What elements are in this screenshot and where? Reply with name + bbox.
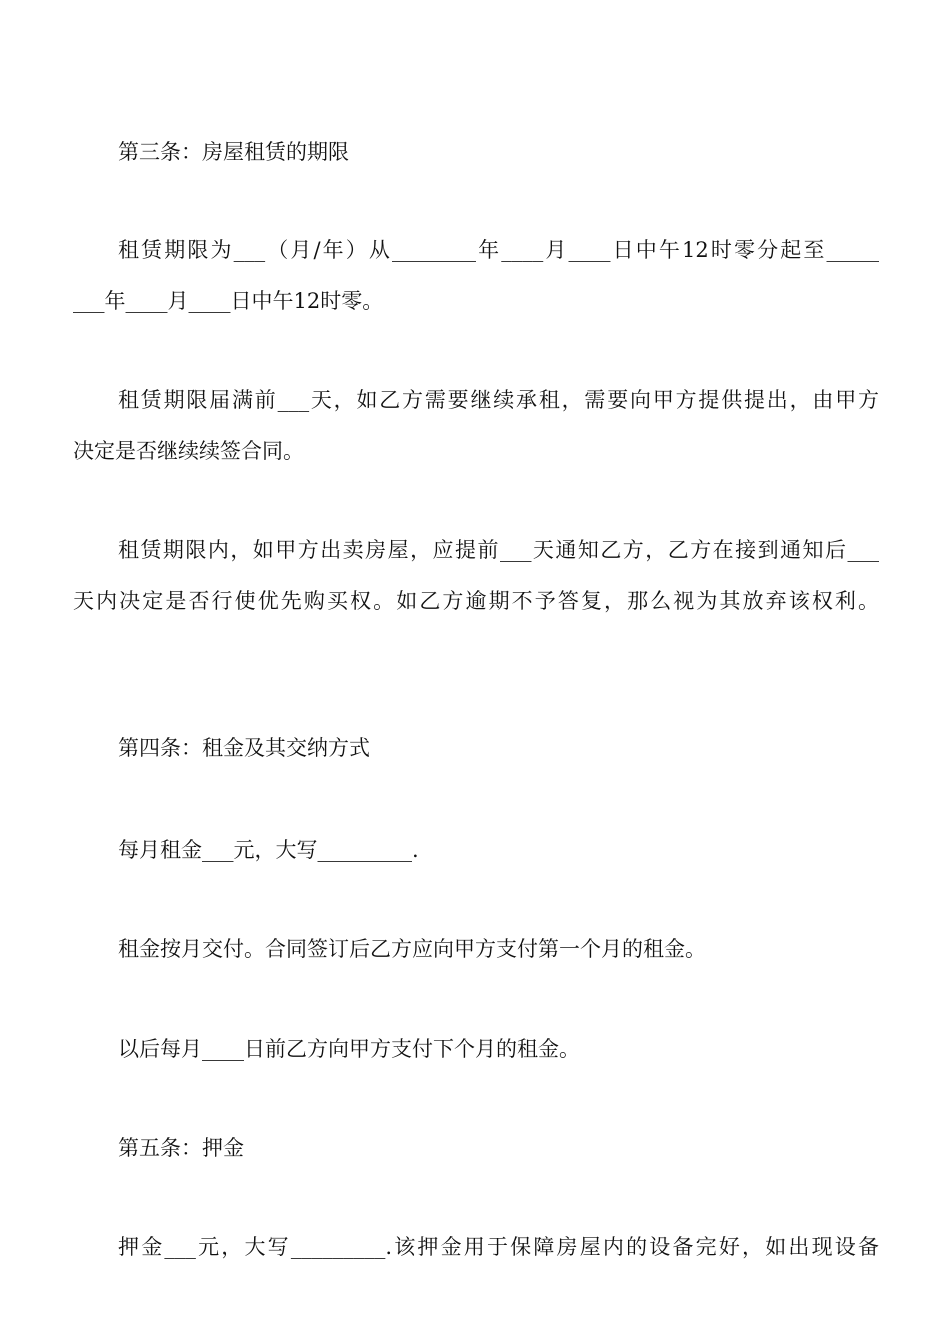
article-4-heading: 第四条：租金及其交纳方式 [118,736,370,760]
article-5-heading: 第五条：押金 [118,1136,244,1160]
article-3-paragraph-2-line-1: 租赁期限届满前___天，如乙方需要继续承租，需要向甲方提供提出，由甲方 [118,388,879,412]
article-3-paragraph-3-line-1: 租赁期限内，如甲方出卖房屋，应提前___天通知乙方，乙方在接到通知后___ [118,538,879,562]
article-3-paragraph-3-line-2: 天内决定是否行使优先购买权。如乙方逾期不予答复，那么视为其放弃该权利。 [73,589,879,613]
article-4-paragraph-3: 以后每月____日前乙方向甲方支付下个月的租金。 [118,1037,580,1061]
article-3-paragraph-2-line-2: 决定是否继续续签合同。 [73,439,304,463]
article-4-paragraph-2: 租金按月交付。合同签订后乙方应向甲方支付第一个月的租金。 [118,937,706,961]
article-5-paragraph-1-line-1: 押金___元，大写_________.该押金用于保障房屋内的设备完好，如出现设备 [118,1235,879,1259]
article-3-paragraph-1-line-1: 租赁期限为___（月/年）从________年____月____日中午12时零分起至_____ [118,238,879,262]
article-3-heading: 第三条：房屋租赁的期限 [118,140,349,164]
article-4-paragraph-1: 每月租金___元，大写_________. [118,838,419,862]
article-3-paragraph-1-line-2: ___年____月____日中午12时零。 [73,289,384,313]
